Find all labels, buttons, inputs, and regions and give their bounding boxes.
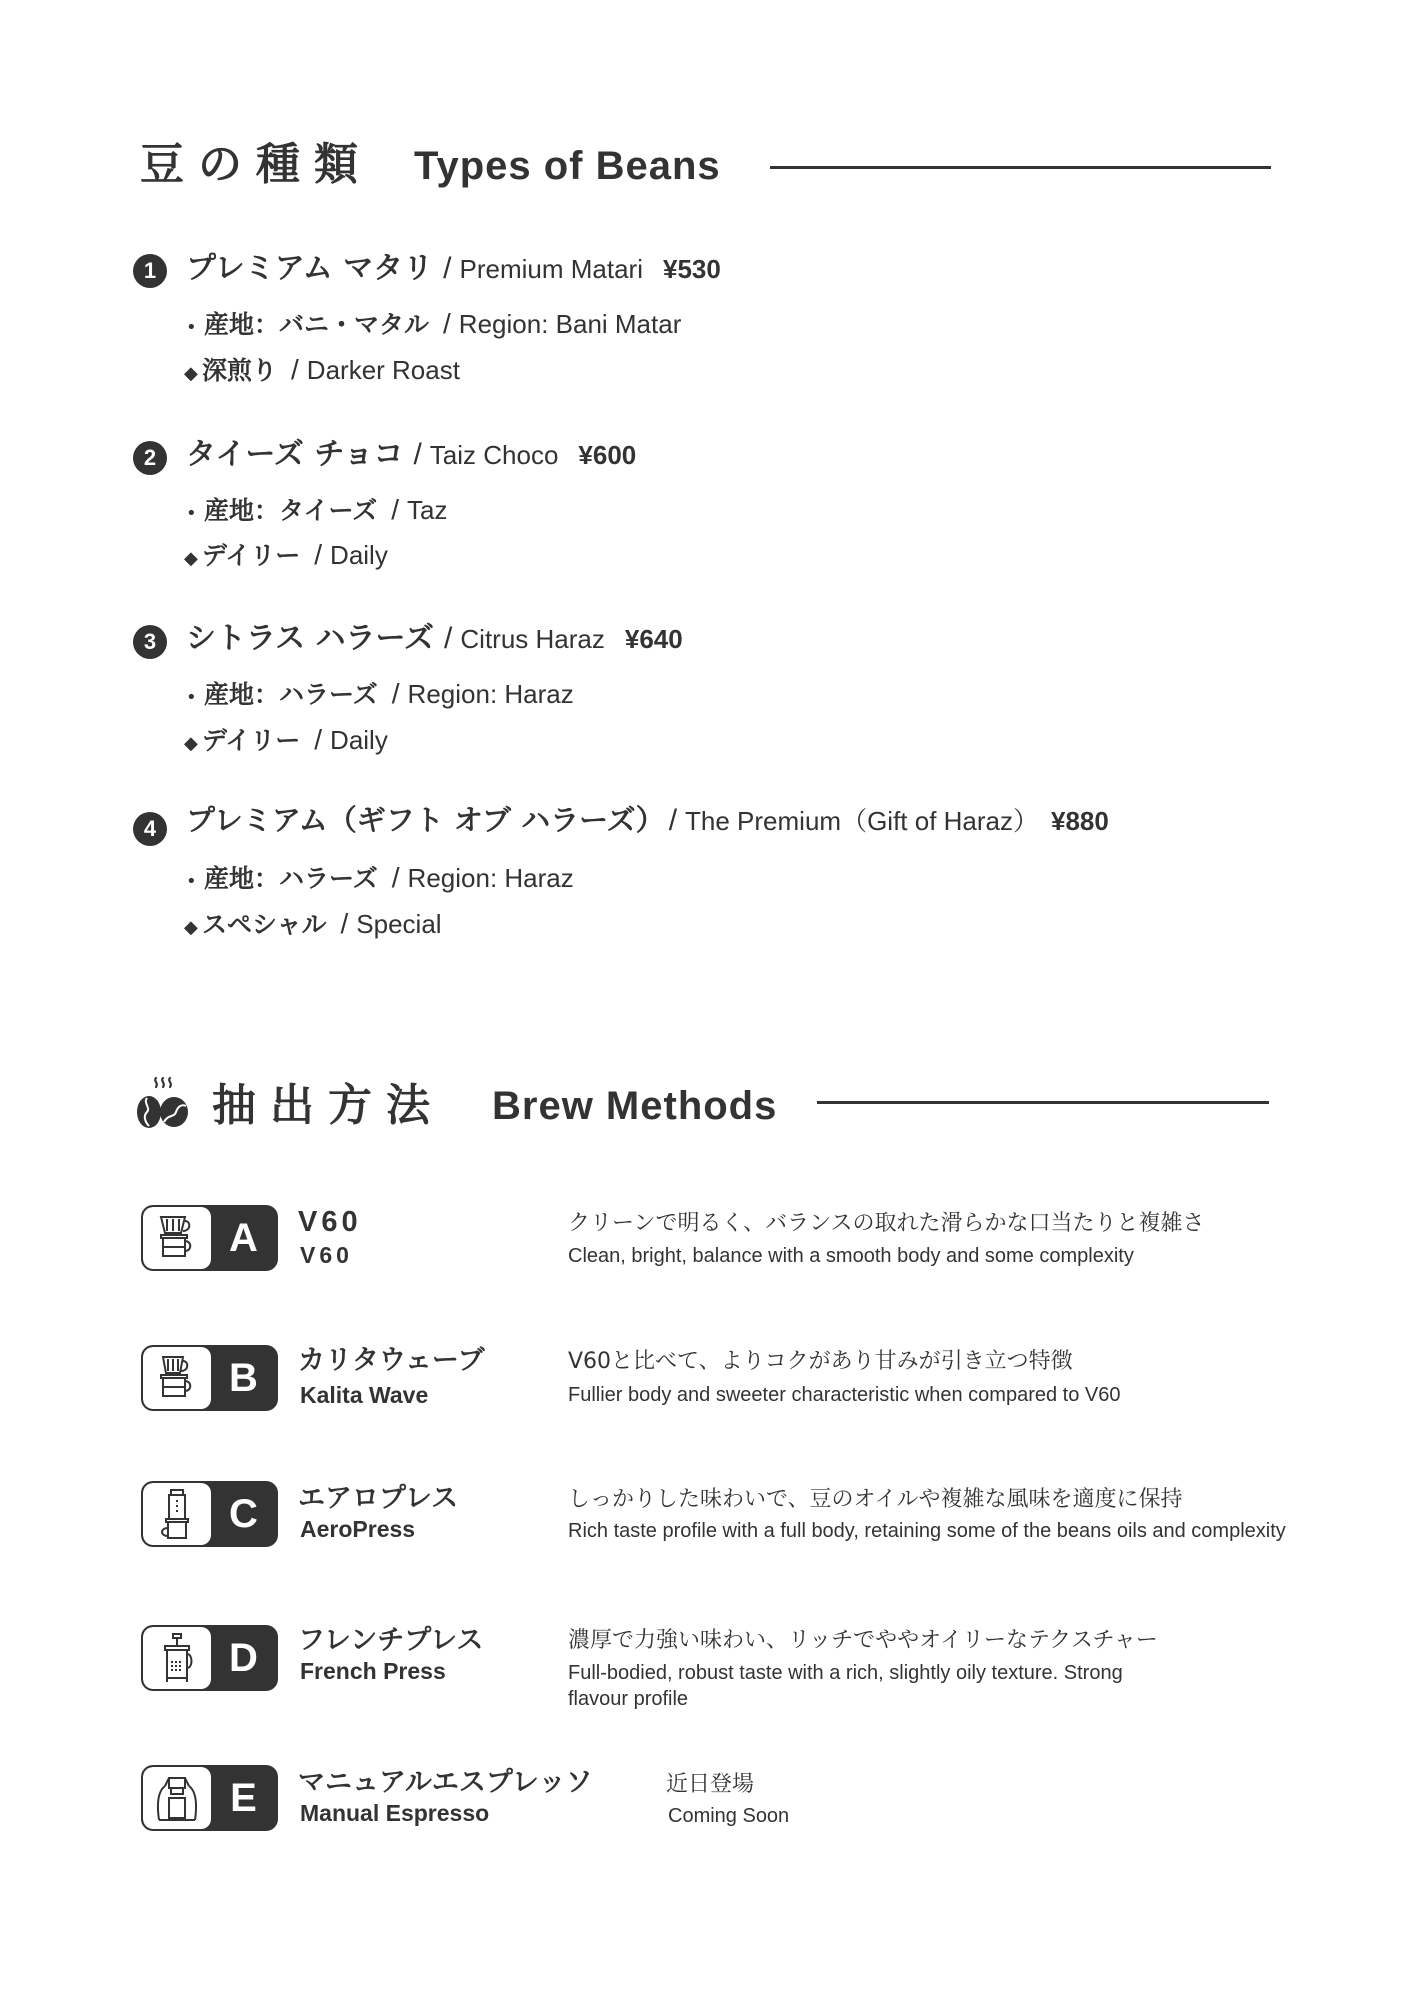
bean-region-row	[186, 496, 448, 524]
bean-name-en: The Premium（Gift of Haraz）	[685, 806, 1040, 836]
method-name-en: Manual Espresso	[300, 1800, 490, 1826]
separator: /	[291, 354, 299, 385]
bean-region-en: Region: Haraz	[407, 863, 574, 893]
bean-number: 4	[143, 816, 157, 841]
diamond-icon: ◆	[184, 733, 198, 754]
bean-roast-en: Daily	[330, 725, 388, 755]
bean-title-row	[186, 621, 683, 656]
bean-roast-en: Daily	[330, 540, 388, 570]
bean-number-badge	[133, 812, 167, 846]
method-letter: C	[229, 1491, 258, 1536]
bean-roast-jp: デイリー	[202, 726, 301, 755]
bean-title-row	[186, 437, 637, 472]
bean-number: 1	[143, 258, 157, 283]
beans-section-title-en: Types of Beans	[414, 144, 721, 188]
bullet-icon: •	[186, 503, 197, 524]
diamond-icon: ◆	[184, 917, 198, 938]
bean-title-row	[186, 251, 721, 286]
method-name-en: French Press	[300, 1658, 446, 1684]
bean-name-en: Premium Matari	[459, 254, 643, 284]
method-name-jp: エアロプレス	[298, 1483, 459, 1514]
bean-name-jp: プレミアム（ギフト オブ ハラーズ）	[186, 803, 665, 837]
aeropress-icon	[143, 1483, 211, 1545]
bean-roast-row	[184, 726, 388, 754]
bean-roast-jp: 深煎り	[202, 356, 278, 385]
bean-price: ¥600	[578, 440, 637, 470]
brew-section-title-jp: 抽出方法	[212, 1080, 444, 1131]
bean-roast-jp: デイリー	[202, 541, 301, 570]
beans-section-divider	[770, 166, 1271, 169]
bean-region-row	[186, 310, 681, 338]
method-letter: E	[230, 1775, 257, 1820]
bean-region-row	[186, 680, 574, 708]
separator: /	[668, 804, 678, 837]
bean-number-badge	[133, 441, 167, 475]
method-name-jp: フレンチプレス	[298, 1625, 484, 1656]
bean-price: ¥530	[662, 254, 721, 284]
method-badge-e	[141, 1765, 278, 1831]
bean-name-jp: タイーズ チョコ	[186, 437, 404, 472]
method-badge-a	[141, 1205, 278, 1271]
brew-section-divider	[817, 1101, 1269, 1104]
bean-name-jp: シトラス ハラーズ	[186, 621, 435, 656]
method-desc-jp: 濃厚で力強い味わい、リッチでややオイリーなテクスチャー	[568, 1628, 1158, 1653]
diamond-icon: ◆	[184, 548, 198, 569]
method-desc-en: Full-bodied, robust taste with a rich, slightly oily texture. Strong flavour profile	[568, 1662, 1123, 1710]
separator: /	[391, 678, 400, 709]
method-desc-jp: クリーンで明るく、バランスの取れた滑らかな口当たりと複雑さ	[568, 1211, 1205, 1236]
method-badge-b	[141, 1345, 278, 1411]
bean-price: ¥640	[624, 624, 683, 654]
method-desc-jp: 近日登場	[666, 1772, 755, 1797]
brew-section-title-en: Brew Methods	[492, 1084, 778, 1128]
method-name-en: V60	[300, 1242, 353, 1268]
bullet-icon: •	[186, 687, 197, 708]
method-name-jp: V60	[298, 1206, 362, 1238]
bullet-icon: •	[186, 317, 197, 338]
method-letter: B	[229, 1355, 258, 1400]
french-press-icon	[143, 1627, 211, 1689]
bean-region-jp: 産地：ハラーズ	[204, 680, 378, 709]
method-desc-jp: V60と比べて、よりコクがあり甘みが引き立つ特徴	[568, 1349, 1073, 1374]
method-name-jp: カリタウェーブ	[298, 1345, 485, 1376]
method-desc-en: Fullier body and sweeter characteristic when compared to V60	[568, 1384, 1121, 1406]
bean-roast-row	[184, 910, 442, 938]
separator: /	[340, 908, 349, 939]
separator: /	[444, 622, 453, 655]
beans-section-title-jp: 豆の種類	[140, 139, 372, 190]
method-letter: A	[229, 1215, 258, 1260]
separator: /	[391, 862, 400, 893]
bean-roast-jp: スペシャル	[202, 910, 327, 939]
separator: /	[314, 539, 323, 570]
coffee-beans-steam-icon	[134, 1076, 190, 1130]
bean-region-en: Region: Haraz	[407, 679, 574, 709]
diamond-icon: ◆	[184, 363, 198, 384]
bean-region-en: Taz	[407, 495, 448, 525]
bean-number-badge	[133, 625, 167, 659]
separator: /	[443, 308, 451, 339]
separator: /	[443, 252, 452, 285]
method-name-en: Kalita Wave	[300, 1382, 429, 1408]
bean-roast-row	[184, 541, 388, 569]
bean-region-jp: 産地：バニ・マタル	[204, 310, 430, 339]
bean-number: 2	[143, 445, 157, 470]
bullet-icon: •	[186, 871, 197, 892]
method-desc-en: Coming Soon	[668, 1805, 790, 1827]
bean-region-jp: 産地：ハラーズ	[204, 864, 378, 893]
bean-region-jp: 産地：タイーズ	[204, 496, 378, 525]
method-desc-en: Rich taste profile with a full body, retaining some of the beans oils and complexity	[568, 1520, 1286, 1542]
method-badge-d	[141, 1625, 278, 1691]
bean-roast-row	[184, 356, 460, 384]
kalita-wave-dripper-icon	[143, 1347, 211, 1409]
separator: /	[391, 494, 400, 525]
method-desc-en: Clean, bright, balance with a smooth body and some complexity	[568, 1245, 1134, 1267]
bean-region-row	[186, 864, 574, 892]
method-letter: D	[229, 1635, 258, 1680]
bean-number-badge	[133, 254, 167, 288]
separator: /	[413, 438, 422, 471]
manual-espresso-icon	[143, 1767, 211, 1829]
method-name-en: AeroPress	[300, 1516, 416, 1542]
method-badge-c	[141, 1481, 278, 1547]
v60-dripper-icon	[143, 1207, 211, 1269]
method-desc-jp: しっかりした味わいで、豆のオイルや複雑な風味を適度に保持	[568, 1487, 1183, 1512]
bean-number: 3	[143, 629, 157, 654]
bean-price: ¥880	[1051, 806, 1109, 836]
bean-name-en: Citrus Haraz	[460, 624, 605, 654]
separator: /	[314, 724, 323, 755]
bean-name-jp: プレミアム マタリ	[186, 251, 434, 286]
method-name-jp: マニュアルエスプレッソ	[298, 1767, 593, 1798]
bean-roast-en: Special	[356, 909, 442, 939]
bean-name-en: Taiz Choco	[429, 440, 559, 470]
bean-region-en: Region: Bani Matar	[458, 309, 682, 339]
bean-title-row	[186, 803, 1109, 837]
bean-roast-en: Darker Roast	[306, 355, 460, 385]
